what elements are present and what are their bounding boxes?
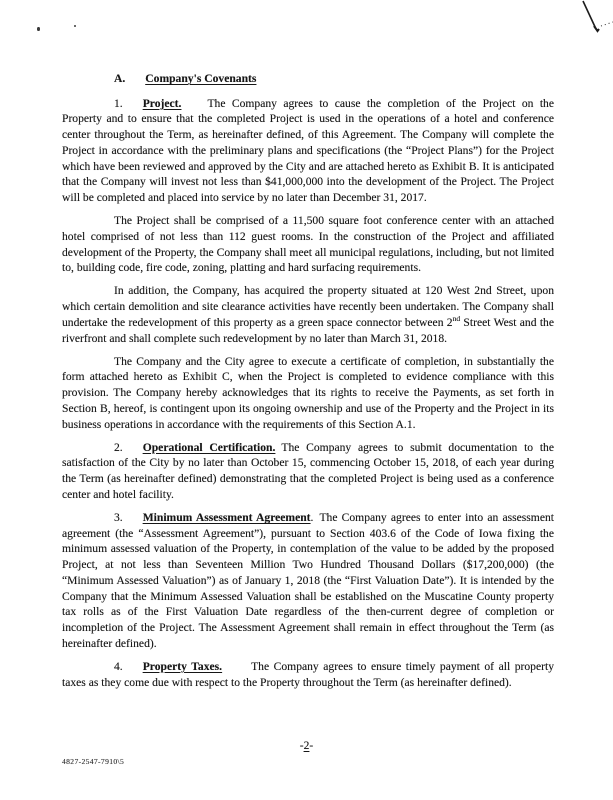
paragraph-number: 4. (114, 659, 123, 673)
paragraph-text: The Company agrees to enter into an assessment agreement (the “Assessment Agreement”), pursuant to Section 403.6 of the Code of Iowa fixing the minimum assessed valuation of the Property, in contemplation of the value to be added by the proposed Project, at not less than Seventeen Million Two Hundred Thousand Dollars ($17,200,000) (the “Minimum Assessed Valuation”) as of January 1, 2018 (the “First Valuation Date”). It is intended by the Company that the Minimum Assessed Valuation shall be established on the Muscatine County property tax rolls as of the First Valuation Date regardless of the then-current degree of completion or incompletion of the Project. The Assessment Agreement shall remain in effect throughout the Term (as hereinafter defined). (62, 511, 554, 650)
paragraph-text: The Company and the City agree to execute a certificate of completion, in substantially the form attached hereto as Exhibit C, when the Project is completed to evidence compliance with this provision. The Company hereby acknowledges that its rights to receive the Payments, as set forth in Section B, hereof, is contingent upon its ongoing ownership and use of the Property and the Project in its business operations in accordance with the requirements of this Section A.1. (62, 354, 554, 431)
paragraph-heading-period: . (310, 511, 314, 525)
paragraph-text: Street West and the riverfront and shall complete such redevelopment by no later than March 31, 2018. (62, 315, 554, 345)
paragraph-text: The Project shall be comprised of a 11,500 square foot conference center with an attached hotel comprised of not less than 112 guest rooms. In the construction of the Project and affiliated development of the Property, the Company shall meet all municipal regulations, including, but not limited to, building code, fire code, zoning, platting and hard surfacing requirements. (62, 214, 554, 275)
paragraph-number: 2. (114, 440, 123, 454)
paragraph-minimum-assessment-agreement (62, 510, 554, 651)
paragraph-project-description (62, 213, 554, 276)
paragraph-certificate-of-completion (62, 354, 554, 433)
document-control-number: 4827-2547-7910\5 (62, 757, 125, 766)
scan-speck (37, 27, 40, 31)
paragraph-text: The Company agrees to ensure timely payment of all property taxes as they come due with respect to the Property throughout the Term (as hereinafter defined). (62, 659, 554, 689)
page-number (0, 740, 613, 752)
paragraph-project (62, 96, 554, 206)
paragraph-operational-certification (62, 440, 554, 503)
paragraph-text: The Company agrees to submit documentation to the satisfaction of the City by no later than October 15, commencing October 15, 2018, of each year during the Term (as hereinafter defined) demonstrating that the completed Project is being used as a conference center and hotel facility. (62, 440, 555, 501)
page-number-dash: - (309, 740, 314, 752)
paragraph-number: 3. (114, 511, 123, 525)
paragraph-number: 1. (114, 96, 123, 110)
section-letter: A. (114, 72, 126, 85)
paragraph-property-acquisition (62, 283, 554, 346)
paragraph-heading: Minimum Assessment Agreement (142, 511, 311, 525)
page-number-dash: - (299, 740, 304, 752)
section-title: Company's Covenants (145, 72, 257, 85)
page-number-digit: 2 (303, 740, 310, 752)
paragraph-property-taxes (62, 659, 554, 690)
scan-artifact-diagonal-mark (538, 0, 613, 48)
ordinal-superscript: nd (452, 313, 461, 323)
section-heading (62, 71, 554, 87)
paragraph-heading: Property Taxes. (142, 659, 223, 673)
paragraph-heading: Project. (142, 96, 182, 110)
paragraph-text: In addition, the Company, has acquired the property situated at 120 West 2nd Street, upon which certain demolition and site clearance activities have recently been undertaken. The Company shall undertake the redevelopment of this property as a green space connector between 2 (62, 284, 554, 329)
document-body (62, 71, 554, 690)
paragraph-heading: Operational Certification. (142, 440, 276, 454)
paragraph-text: The Company agrees to cause the completion of the Project on the Property and to ensure that the completed Project is used in the operations of a hotel and conference center throughout the Term, as hereinafter defined, of this Agreement. The Company will complete the Project in accordance with the preliminary plans and specifications (the “Project Plans”) for the Project which have been reviewed and approved by the City and are attached hereto as Exhibit B. It is anticipated that the Company will invest not less than $41,000,000 into the development of the Project. The Project will be completed and placed into service by no later than December 31, 2017. (62, 96, 554, 204)
scan-speck (74, 25, 76, 27)
